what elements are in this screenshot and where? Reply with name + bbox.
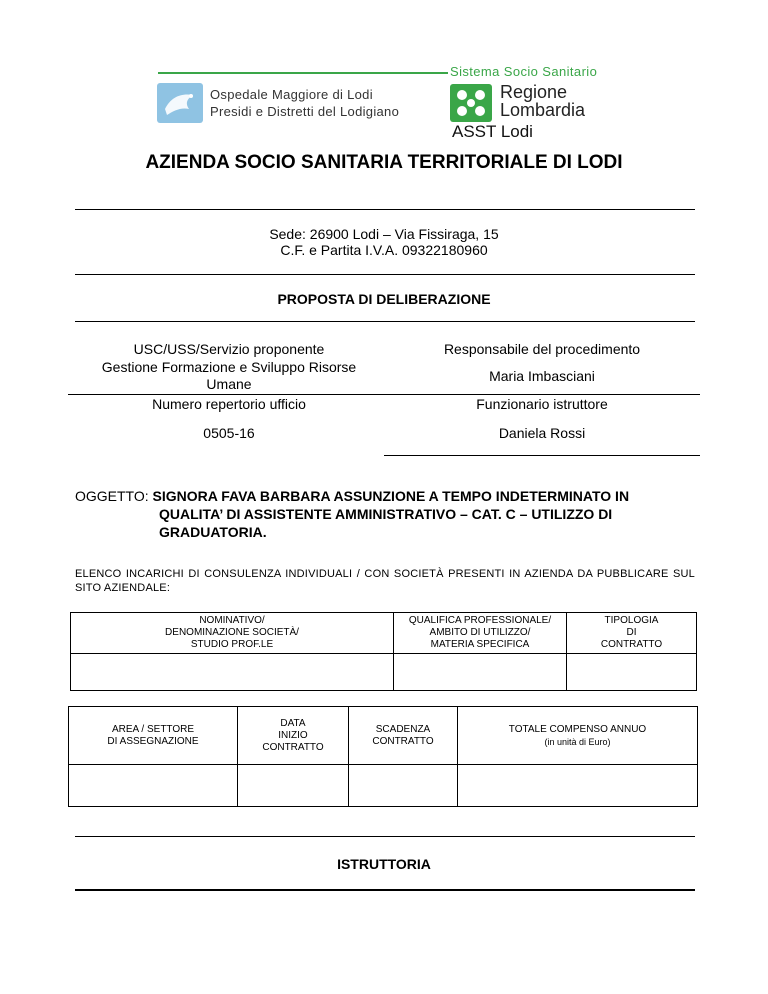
hospital-line-2: Presidi e Distretti del Lodigiano [210,104,400,119]
table2-header-line: TOTALE COMPENSO ANNUO [508,723,647,735]
repertorio-label: Numero repertorio ufficio [152,396,306,412]
funzionario-label: Funzionario istruttore [476,396,608,412]
page-title: AZIENDA SOCIO SANITARIA TERRITORIALE DI LODI [145,152,623,173]
table2-header-compenso [458,707,698,765]
funzionario-underline [384,455,700,456]
table2-cell[interactable] [349,765,458,807]
divider [75,274,695,275]
table1-header-line: TIPOLOGIA [604,615,659,626]
header-green-line [158,72,448,74]
repertorio-value: 0505-16 [203,425,255,441]
table1-header-tipologia [567,613,697,654]
table2-header-line: INIZIO [278,729,308,741]
regione-lombardia-logo [450,84,492,122]
table1-header-line: DENOMINAZIONE SOCIETÀ/ [165,627,299,638]
oggetto-block [75,487,695,541]
incarichi-table-1 [70,612,697,691]
divider [75,209,695,210]
regione-lombardia-name [500,83,585,119]
asst-label: ASST Lodi [452,122,533,141]
table1-header-line: DI [626,627,637,638]
hospital-name [210,86,399,120]
table1-cell[interactable] [394,654,567,691]
table2-header-line: CONTRATTO [262,741,324,753]
table2-header-line: CONTRATTO [372,735,434,747]
table2-header-scadenza [349,707,458,765]
servizio-value [75,359,383,393]
table2-header-line: SCADENZA [375,723,431,735]
oggetto-line-1: SIGNORA FAVA BARBARA ASSUNZIONE A TEMPO INDETERMINATO IN [152,488,630,504]
table1-header-line: CONTRATTO [600,639,663,650]
oggetto-line-3: GRADUATORIA. [159,524,267,540]
sistema-socio-sanitario-label: Sistema Socio Sanitario [450,64,598,79]
responsabile-label: Responsabile del procedimento [443,341,641,357]
hospital-line-1: Ospedale Maggiore di Lodi [210,87,373,102]
funzionario-value: Daniela Rossi [498,425,586,441]
table1-header-line: AMBITO DI UTILIZZO/ [429,627,531,638]
table1-header-qualifica [394,613,567,654]
elenco-incarichi-text: ELENCO INCARICHI DI CONSULENZA INDIVIDUALI / CON SOCIETÀ PRESENTI IN AZIENDA DA PUBBLICARE SUL SITO AZIENDALE: [75,568,695,594]
info-divider [68,394,700,395]
table2-cell[interactable] [458,765,698,807]
servizio-value-line-1: Gestione Formazione e Sviluppo Risorse [101,359,357,375]
servizio-value-line-2: Umane [206,376,252,392]
table2-header-line: DI ASSEGNAZIONE [107,735,199,747]
table2-header-line: AREA / SETTORE [111,723,195,735]
regione-line-2: Lombardia [500,100,586,120]
table1-header-line: STUDIO PROF.LE [190,639,274,650]
table1-header-line: QUALIFICA PROFESSIONALE/ [408,615,552,626]
table2-header-line: DATA [280,717,306,729]
table1-header-line: NOMINATIVO/ [199,615,265,626]
proposta-heading: PROPOSTA DI DELIBERAZIONE [277,291,491,307]
sede-block [0,226,768,258]
dove-icon [157,83,203,123]
rosa-camuna-icon [450,84,492,122]
table1-cell[interactable] [567,654,697,691]
servizio-label: USC/USS/Servizio proponente [133,341,325,357]
responsabile-value: Maria Imbasciani [489,368,595,384]
istruttoria-heading: ISTRUTTORIA [337,856,431,872]
table2-cell[interactable] [238,765,349,807]
oggetto-line-2: QUALITA’ DI ASSISTENTE AMMINISTRATIVO – CAT. C – UTILIZZO DI [159,506,613,522]
table2-cell[interactable] [69,765,238,807]
divider [75,321,695,322]
sede-piva: C.F. e Partita I.V.A. 09322180960 [280,242,488,258]
table1-header-nominativo [71,613,394,654]
hospital-logo [157,83,203,123]
table2-header-data-inizio [238,707,349,765]
divider [75,836,695,837]
divider-bold [75,889,695,891]
table1-header-line: MATERIA SPECIFICA [430,639,530,650]
table2-header-subline: (in unità di Euro) [544,736,611,747]
sede-address: Sede: 26900 Lodi – Via Fissiraga, 15 [269,226,499,242]
table2-header-area [69,707,238,765]
incarichi-table-2 [68,706,698,807]
table1-cell[interactable] [71,654,394,691]
oggetto-label: OGGETTO: [75,488,149,504]
regione-line-1: Regione [500,82,568,102]
